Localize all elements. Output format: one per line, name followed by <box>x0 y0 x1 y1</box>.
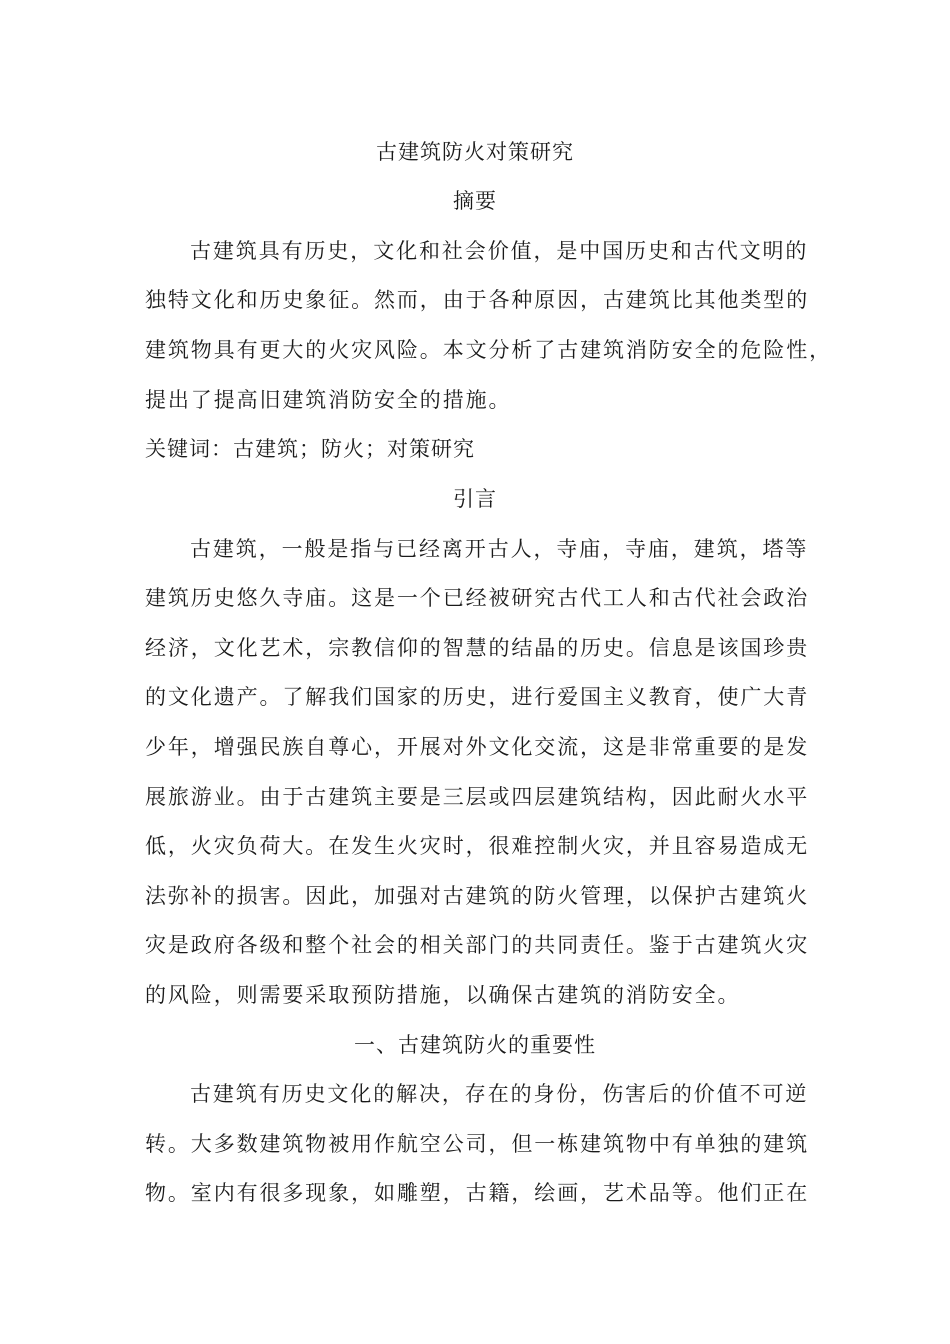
intro-line: 展旅游业。由于古建筑主要是三层或四层建筑结构，因此耐火水平 <box>145 785 810 809</box>
keywords-line: 关键词：古建筑；防火；对策研究 <box>145 437 475 461</box>
section-1-line: 转。大多数建筑物被用作航空公司，但一栋建筑物中有单独的建筑 <box>145 1132 810 1156</box>
abstract-heading: 摘要 <box>453 189 497 213</box>
abstract-line: 提出了提高旧建筑消防安全的措施。 <box>145 388 512 412</box>
intro-line: 经济，文化艺术，宗教信仰的智慧的结晶的历史。信息是该国珍贵 <box>145 636 810 660</box>
intro-line: 的风险，则需要采取预防措施，以确保古建筑的消防安全。 <box>145 983 741 1007</box>
intro-line: 少年，增强民族自尊心，开展对外文化交流，这是非常重要的是发 <box>145 735 810 759</box>
document-title: 古建筑防火对策研究 <box>376 140 574 164</box>
abstract-line: 建筑物具有更大的火灾风险。本文分析了古建筑消防安全的危险性， <box>145 338 832 362</box>
section-1-line: 物。室内有很多现象，如雕塑，古籍，绘画，艺术品等。他们正在 <box>145 1181 810 1205</box>
intro-line: 的文化遗产。了解我们国家的历史，进行爱国主义教育，使广大青 <box>145 685 810 709</box>
intro-line: 灾是政府各级和整个社会的相关部门的共同责任。鉴于古建筑火灾 <box>145 933 810 957</box>
abstract-line: 古建筑具有历史，文化和社会价值，是中国历史和古代文明的 <box>190 239 809 263</box>
intro-line: 建筑历史悠久寺庙。这是一个已经被研究古代工人和古代社会政治 <box>145 586 810 610</box>
intro-heading: 引言 <box>453 487 497 511</box>
intro-line: 低，火灾负荷大。在发生火灾时，很难控制火灾，并且容易造成无 <box>145 834 810 858</box>
intro-line: 古建筑，一般是指与已经离开古人，寺庙，寺庙，建筑，塔等 <box>190 537 809 561</box>
abstract-line: 独特文化和历史象征。然而，由于各种原因，古建筑比其他类型的 <box>145 288 810 312</box>
section-1-line: 古建筑有历史文化的解决，存在的身份，伤害后的价值不可逆 <box>190 1082 809 1106</box>
intro-line: 法弥补的损害。因此，加强对古建筑的防火管理，以保护古建筑火 <box>145 884 810 908</box>
section-1-heading: 一、古建筑防火的重要性 <box>354 1033 596 1057</box>
